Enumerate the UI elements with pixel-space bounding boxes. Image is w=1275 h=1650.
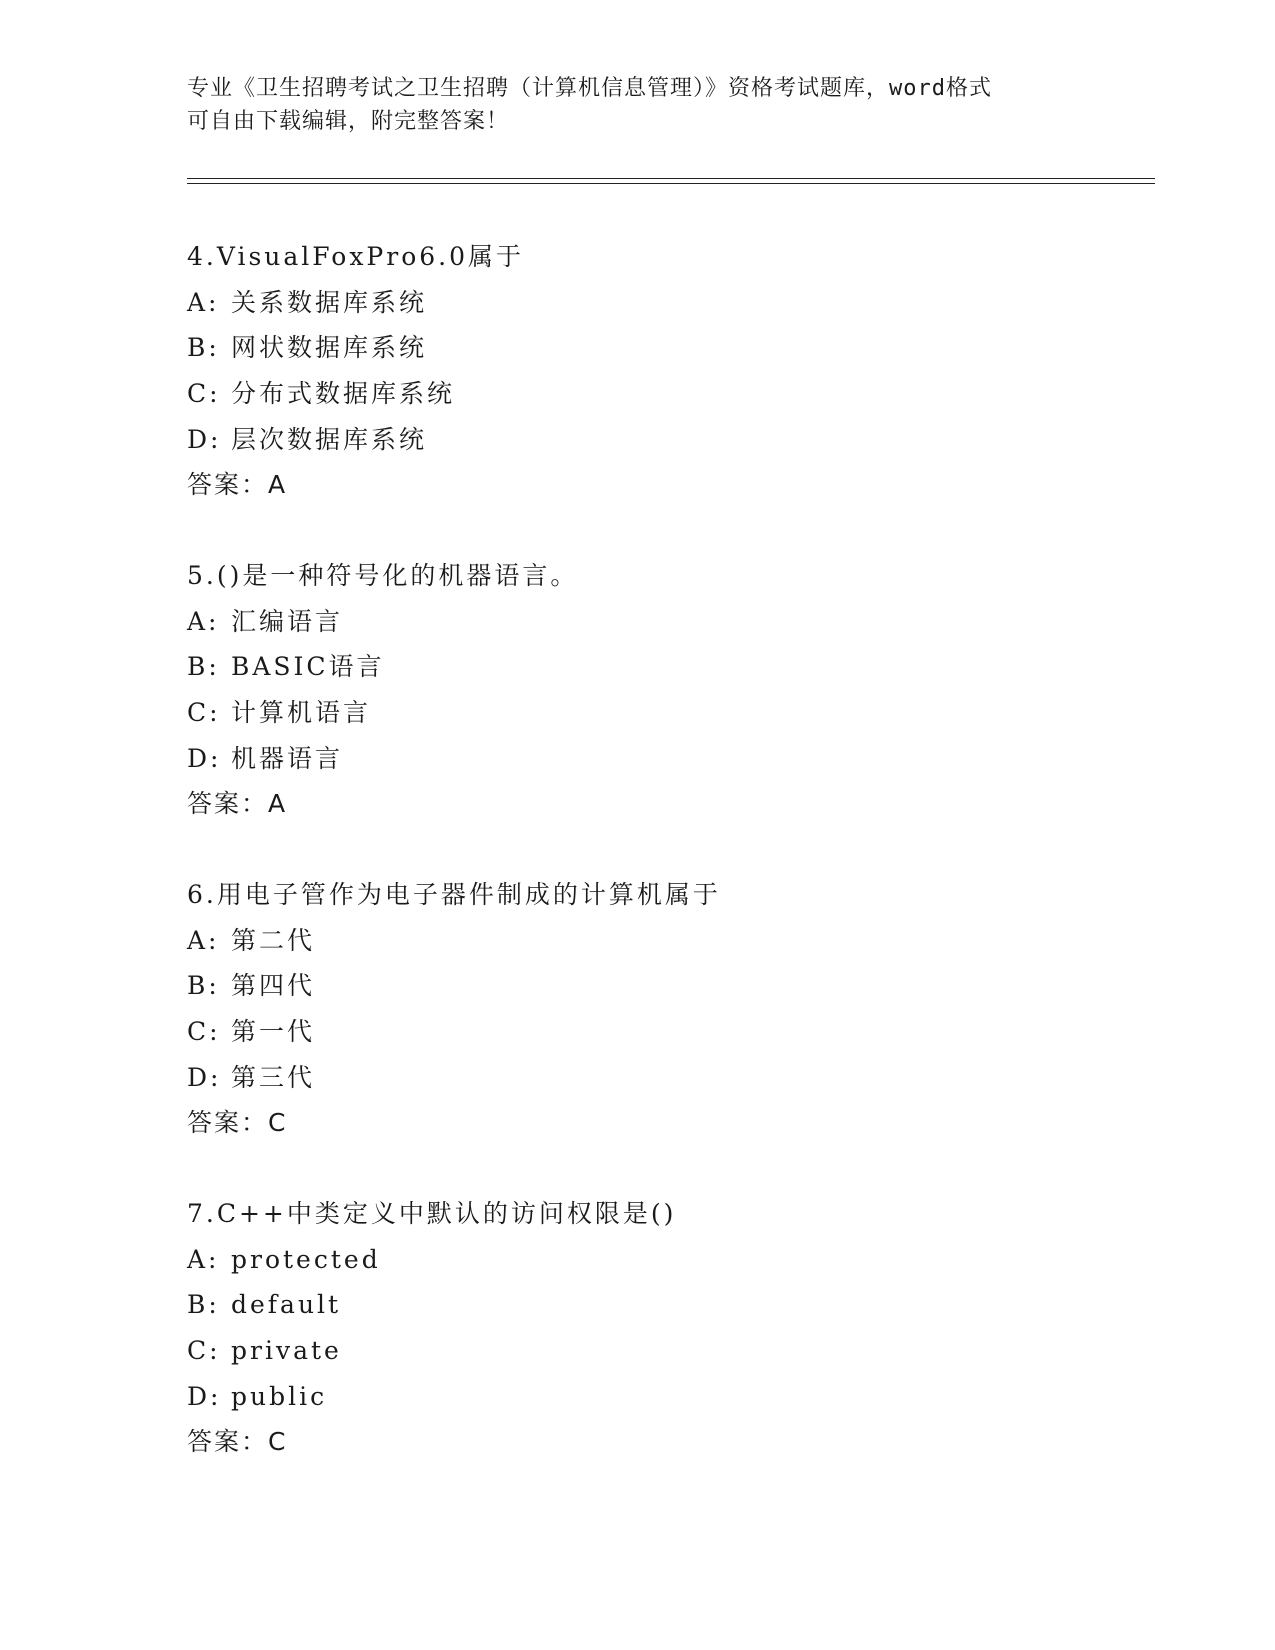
option-letter: C: — [187, 698, 221, 728]
option-a — [187, 280, 1137, 326]
option-c — [187, 1328, 1137, 1374]
header-subtitle-line: 可自由下载编辑，附完整答案！ — [187, 109, 510, 134]
option-letter: A: — [187, 925, 220, 955]
header-divider-top — [187, 178, 1155, 179]
option-letter: B: — [187, 652, 220, 682]
option-letter: C: — [187, 379, 221, 409]
option-text: protected — [231, 1244, 381, 1274]
option-c — [187, 371, 1137, 417]
option-b — [187, 1282, 1137, 1328]
option-text: 第二代 — [231, 925, 316, 955]
option-b — [187, 325, 1137, 371]
option-text: 第四代 — [231, 971, 316, 1001]
option-letter: A: — [187, 606, 220, 636]
option-d — [187, 1055, 1137, 1101]
option-a — [187, 1237, 1137, 1283]
option-c — [187, 1009, 1137, 1055]
option-letter: D: — [187, 1381, 222, 1411]
option-c — [187, 690, 1137, 736]
answer-line: 答案：C — [187, 1108, 288, 1138]
option-text: 层次数据库系统 — [231, 424, 428, 454]
question-block — [187, 1191, 1137, 1465]
option-text: 机器语言 — [231, 743, 344, 773]
option-d — [187, 736, 1137, 782]
option-letter: D: — [187, 1062, 222, 1092]
option-text: 汇编语言 — [231, 606, 344, 636]
question-stem: 7.C++中类定义中默认的访问权限是() — [187, 1199, 677, 1228]
question-stem: 4.VisualFoxPro6.0属于 — [187, 242, 525, 271]
option-b — [187, 963, 1137, 1009]
option-letter: D: — [187, 743, 222, 773]
option-text: public — [231, 1381, 328, 1411]
option-letter: C: — [187, 1017, 221, 1047]
option-a — [187, 599, 1137, 645]
answer-line: 答案：A — [187, 470, 288, 500]
option-text: 计算机语言 — [231, 698, 372, 728]
option-text: 网状数据库系统 — [231, 333, 428, 363]
header-divider-bottom — [187, 183, 1155, 184]
document-header — [187, 72, 1087, 138]
option-b — [187, 644, 1137, 690]
option-letter: B: — [187, 971, 220, 1001]
header-title-line: 专业《卫生招聘考试之卫生招聘（计算机信息管理）》资格考试题库，word格式 — [187, 76, 992, 101]
option-letter: A: — [187, 287, 220, 317]
option-letter: D: — [187, 424, 222, 454]
option-letter: B: — [187, 333, 220, 363]
answer-line: 答案：C — [187, 1427, 288, 1457]
answer-line: 答案：A — [187, 789, 288, 819]
question-stem: 5.()是一种符号化的机器语言。 — [187, 561, 579, 590]
option-d — [187, 417, 1137, 463]
option-text: 分布式数据库系统 — [231, 379, 456, 409]
question-block — [187, 553, 1137, 827]
option-d — [187, 1374, 1137, 1420]
option-text: default — [231, 1290, 342, 1320]
option-letter: B: — [187, 1290, 220, 1320]
option-letter: C: — [187, 1336, 221, 1366]
option-a — [187, 918, 1137, 964]
option-letter: A: — [187, 1244, 220, 1274]
option-text: BASIC语言 — [231, 652, 385, 682]
option-text: private — [231, 1336, 342, 1366]
option-text: 关系数据库系统 — [231, 287, 428, 317]
option-text: 第三代 — [231, 1062, 316, 1092]
question-block — [187, 234, 1137, 508]
question-stem: 6.用电子管作为电子器件制成的计算机属于 — [187, 880, 721, 909]
option-text: 第一代 — [231, 1017, 316, 1047]
question-block — [187, 872, 1137, 1146]
